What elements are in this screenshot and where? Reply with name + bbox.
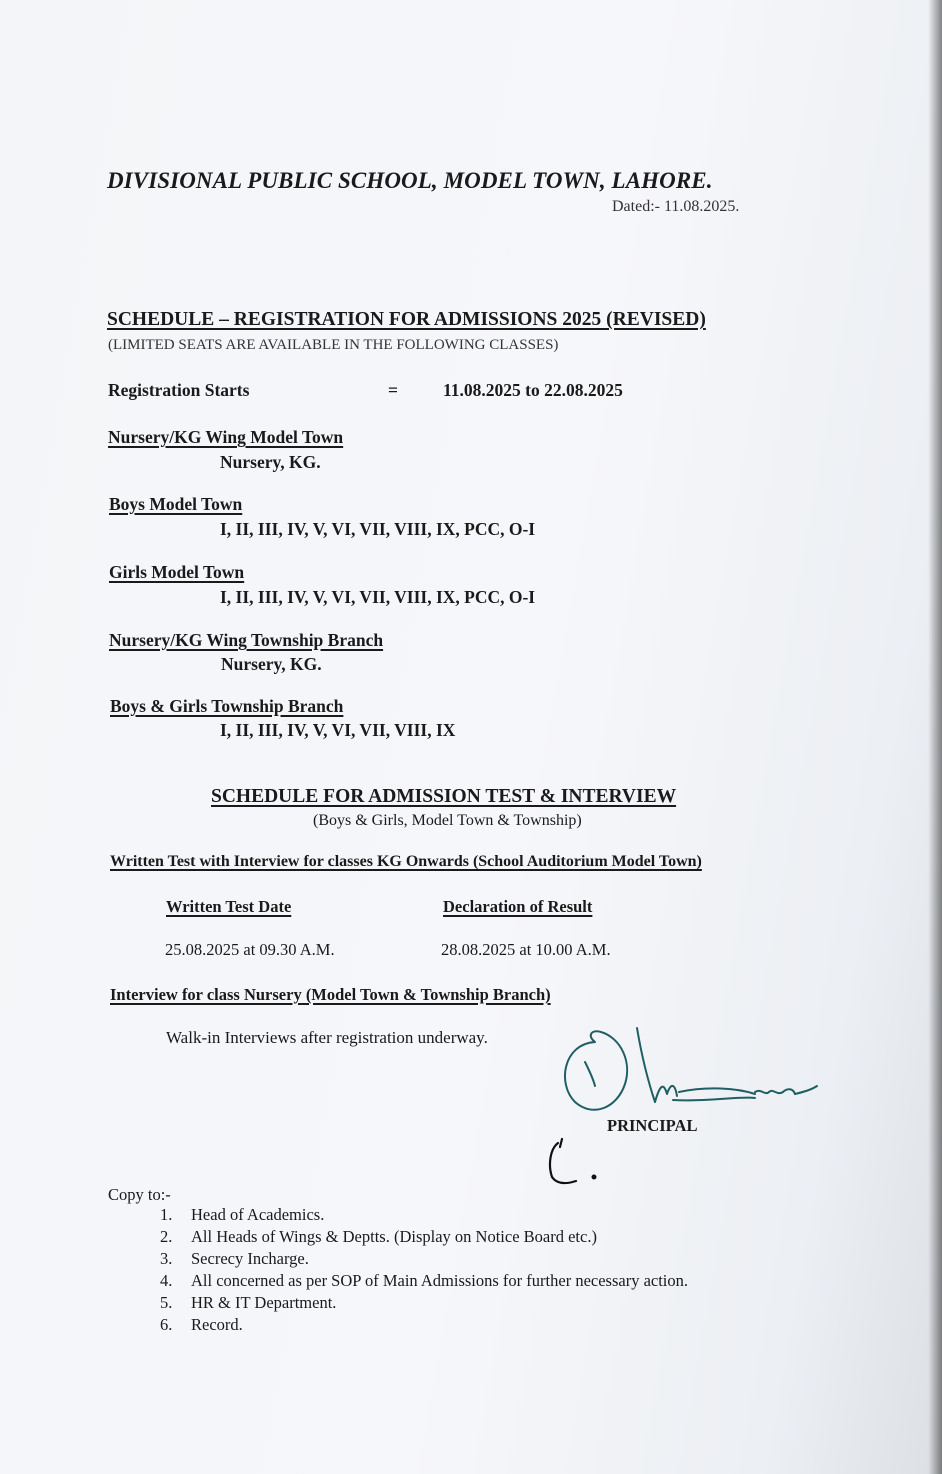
wing-classes: Nursery, KG. <box>221 654 322 674</box>
registration-title: SCHEDULE – REGISTRATION FOR ADMISSIONS 2025 (REVISED) <box>107 309 706 330</box>
test-schedule-title: SCHEDULE FOR ADMISSION TEST & INTERVIEW <box>211 786 677 807</box>
list-item: 6. Record. <box>160 1315 243 1334</box>
list-item: 5. HR & IT Department. <box>160 1293 337 1312</box>
registration-starts-label: Registration Starts <box>108 380 250 400</box>
written-test-heading: Written Test with Interview for classes KG Onwards (School Auditorium Model Town) <box>110 853 702 870</box>
wing-name: Boys & Girls Township Branch <box>110 696 344 716</box>
registration-dates: 11.08.2025 to 22.08.2025 <box>443 380 623 400</box>
list-item: 4. All concerned as per SOP of Main Admissions for further necessary action. <box>160 1271 689 1290</box>
wing-classes: I, II, III, IV, V, VI, VII, VIII, IX, PCC, O-I <box>220 519 536 539</box>
wing-name: Boys Model Town <box>109 494 243 514</box>
list-item: 1. Head of Academics. <box>160 1205 325 1224</box>
wing-classes: I, II, III, IV, V, VI, VII, VIII, IX, PCC, O-I <box>220 587 536 607</box>
principal-title: PRINCIPAL <box>607 1116 698 1135</box>
written-test-date-header: Written Test Date <box>166 897 292 916</box>
copy-to-list <box>160 1204 688 1336</box>
initial-mark <box>540 1135 610 1190</box>
wing-name: Nursery/KG Wing Model Town <box>108 427 344 447</box>
list-item: 3. Secrecy Incharge. <box>160 1249 309 1268</box>
walk-in-interview-note: Walk-in Interviews after registration underway. <box>166 1028 488 1047</box>
wing-classes: I, II, III, IV, V, VI, VII, VIII, IX <box>220 720 456 740</box>
wing-classes: Nursery, KG. <box>220 452 321 472</box>
wing-name: Nursery/KG Wing Township Branch <box>109 630 384 650</box>
wing-name: Girls Model Town <box>109 562 245 582</box>
result-declaration-value: 28.08.2025 at 10.00 A.M. <box>441 940 611 959</box>
registration-subtitle: (LIMITED SEATS ARE AVAILABLE IN THE FOLLOWING CLASSES) <box>108 337 559 353</box>
registration-equals-sign: = <box>388 380 398 400</box>
document-date: Dated:- 11.08.2025. <box>612 198 740 215</box>
school-name: DIVISIONAL PUBLIC SCHOOL, MODEL TOWN, LAHORE. <box>107 168 713 193</box>
written-test-date-value: 25.08.2025 at 09.30 A.M. <box>165 940 335 959</box>
principal-signature <box>555 1022 830 1122</box>
test-schedule-subtitle: (Boys & Girls, Model Town & Township) <box>313 812 582 829</box>
result-declaration-header: Declaration of Result <box>443 897 593 916</box>
nursery-interview-heading: Interview for class Nursery (Model Town & Township Branch) <box>110 985 551 1004</box>
list-item: 2. All Heads of Wings & Deptts. (Display on Notice Board etc.) <box>160 1227 597 1246</box>
copy-to-label: Copy to:- <box>108 1185 171 1204</box>
